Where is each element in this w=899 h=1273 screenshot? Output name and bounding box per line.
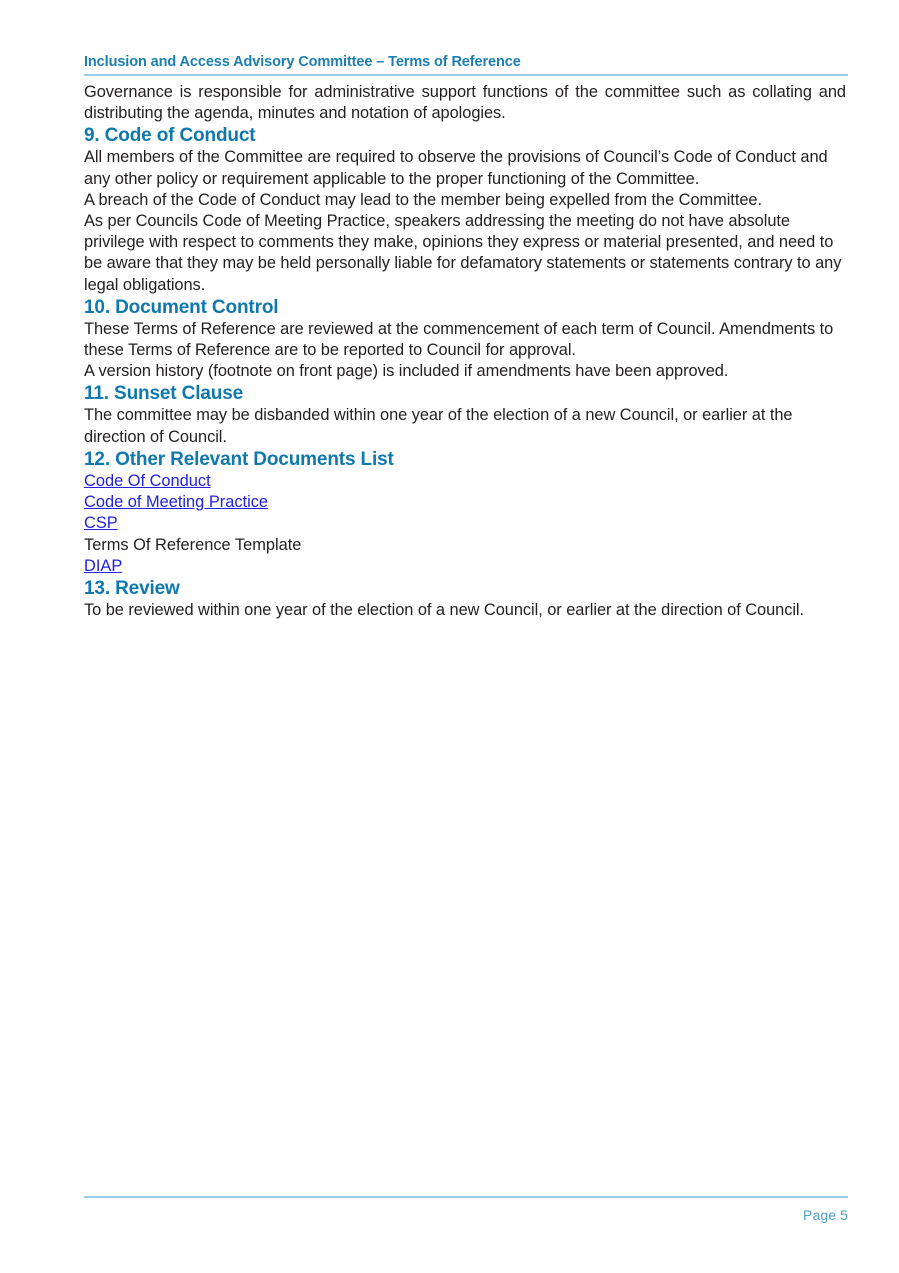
page-number: Page 5 <box>803 1207 848 1223</box>
list-item <box>84 492 846 513</box>
list-item <box>84 535 846 556</box>
section-heading-code-of-conduct: 9. Code of Conduct <box>84 125 256 147</box>
section-heading-document-control: 10. Document Control <box>84 296 279 318</box>
header-title: Inclusion and Access Advisory Committee – Terms of Reference <box>84 54 521 70</box>
document-body <box>84 82 846 622</box>
document-text-terms-of-reference-template: Terms Of Reference Template <box>84 535 302 554</box>
paragraph: The committee may be disbanded within one year of the election of a new Council, or earlier at the direction of Council. <box>84 406 793 446</box>
document-link-diap[interactable]: DIAP <box>84 557 123 576</box>
document-link-csp[interactable]: CSP <box>84 514 118 533</box>
document-link-code-of-conduct[interactable]: Code Of Conduct <box>84 471 211 490</box>
section-heading-other-relevant-documents: 12. Other Relevant Documents List <box>84 448 394 470</box>
section-heading-review: 13. Review <box>84 578 180 600</box>
paragraph: A breach of the Code of Conduct may lead to the member being expelled from the Committee. <box>84 190 762 209</box>
document-header <box>84 54 848 76</box>
intro-paragraph: Governance is responsible for administrative support functions of the committee such as collating and distributing the agenda, minutes and notation of apologies. <box>84 83 846 123</box>
paragraph: As per Councils Code of Meeting Practice, speakers addressing the meeting do not have absolute privilege with respect to comments they make, opinions they express or material presented, and need to be aware that they may be held personally liable for defamatory statements or statements contrary to any legal obligations. <box>84 212 842 294</box>
footer-divider <box>84 1196 848 1198</box>
paragraph: All members of the Committee are required to observe the provisions of Council’s Code of Conduct and any other policy or requirement applicable to the proper functioning of the Committee. <box>84 148 828 188</box>
header-divider <box>84 74 848 76</box>
paragraph: To be reviewed within one year of the election of a new Council, or earlier at the direction of Council. <box>84 601 805 620</box>
list-item <box>84 513 846 534</box>
list-item <box>84 471 846 492</box>
list-item <box>84 556 846 577</box>
related-documents-list <box>84 471 846 577</box>
document-link-code-of-meeting-practice[interactable]: Code of Meeting Practice <box>84 493 269 512</box>
section-heading-sunset-clause: 11. Sunset Clause <box>84 383 244 405</box>
document-footer <box>84 1196 848 1223</box>
paragraph: These Terms of Reference are reviewed at the commencement of each term of Council. Amendments to these Terms of Reference are to be reported to Council for approval. <box>84 319 834 360</box>
paragraph: A version history (footnote on front page) is included if amendments have been approved. <box>84 362 729 381</box>
